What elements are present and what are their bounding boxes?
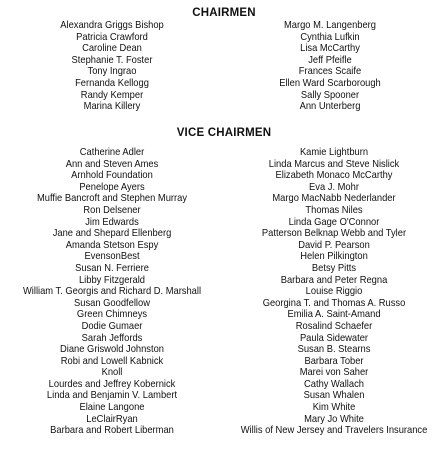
vice-chairman-name: Patterson Belknap Webb and Tyler [261, 228, 407, 240]
vice-chairman-name: Susan B. Stearns [297, 344, 371, 356]
vice-chairman-name: Lourdes and Jeffrey Kobernick [48, 378, 176, 390]
vice-chairman-name: Susan Goodfellow [74, 297, 150, 309]
vice-chairman-name: Emilia A. Saint-Amand [287, 309, 381, 321]
vice-chairman-name: Thomas Niles [305, 204, 363, 216]
vice-chairmen-left-column [2, 147, 222, 437]
vice-chairman-name: Louise Riggio [305, 286, 363, 298]
vice-chairman-name: Muffie Bancroft and Stephen Murray [36, 193, 188, 205]
vice-chairman-name: Jim Edwards [85, 216, 139, 228]
vice-chairman-name: Dodie Gumaer [81, 320, 143, 332]
vice-chairman-name: Libby Fitzgerald [78, 274, 146, 286]
chairman-name: Alexandra Griggs Bishop [60, 20, 164, 31]
vice-chairman-name: Knoll [101, 367, 123, 379]
vice-chairman-name: Betsy Pitts [311, 262, 357, 274]
vice-chairman-name: Margo MacNabb Nederlander [272, 193, 396, 205]
vice-chairman-name: Barbara and Peter Regna [280, 274, 388, 286]
vice-chairman-name: Kim White [312, 402, 356, 414]
vice-chairman-name: Georgina T. and Thomas A. Russo [262, 297, 406, 309]
vice-chairman-name: Cathy Wallach [304, 378, 364, 390]
vice-chairman-name: Susan Whalen [303, 390, 365, 402]
vice-chairman-name: Barbara and Robert Liberman [50, 425, 174, 437]
vice-chairman-name: Sarah Jeffords [81, 332, 143, 344]
chairman-name: Ann Unterberg [299, 101, 361, 113]
vice-chairman-name: Diane Griswold Johnston [60, 344, 164, 356]
vice-chairman-name: Eva J. Mohr [309, 181, 359, 193]
chairman-name: Caroline Dean [82, 43, 142, 55]
vice-chairman-name: Catherine Adler [79, 147, 145, 158]
vice-chairman-name: Ann and Steven Ames [65, 158, 159, 170]
chairmen-left-column [2, 20, 222, 113]
vice-chairman-name: Susan N. Ferriere [75, 262, 149, 274]
vice-chairmen-heading: VICE CHAIRMEN [176, 127, 272, 139]
chairman-name: Lisa McCarthy [300, 43, 360, 55]
chairman-name: Tony Ingrao [87, 66, 137, 78]
vice-chairman-name: LeClairRyan [86, 413, 138, 425]
vice-chairman-name: Linda Gage O'Connor [288, 216, 380, 228]
vice-chairman-name: Kamie Lightburn [299, 147, 369, 158]
chairman-name: Randy Kemper [80, 89, 144, 101]
vice-chairman-name: William T. Georgis and Richard D. Marshall [22, 286, 202, 298]
chairmen-right-column [222, 20, 438, 113]
chairman-name: Jeff Pfeifle [308, 54, 352, 66]
vice-chairman-name: Barbara Tober [304, 355, 364, 367]
chairman-name: Frances Scaife [298, 66, 362, 78]
chairman-name: Margo M. Langenberg [283, 20, 377, 31]
vice-chairman-name: Willis of New Jersey and Travelers Insurance [240, 425, 428, 437]
vice-chairman-name: David P. Pearson [298, 239, 370, 251]
chairman-name: Cynthia Lufkin [300, 31, 360, 43]
vice-chairman-name: Arnhold Foundation [71, 170, 153, 182]
vice-chairmen-right-column [222, 147, 446, 437]
vice-chairman-name: Helen Pilkington [300, 251, 368, 263]
chairman-name: Ellen Ward Scarborough [279, 77, 381, 89]
vice-chairman-name: Amanda Stetson Espy [65, 239, 159, 251]
vice-chairman-name: Green Chimneys [76, 309, 148, 321]
vice-chairman-name: Mary Jo White [304, 413, 364, 425]
chairman-name: Patricia Crawford [76, 31, 148, 43]
vice-chairman-name: Penelope Ayers [79, 181, 145, 193]
vice-chairman-name: Linda Marcus and Steve Nislick [268, 158, 400, 170]
vice-chairman-name: Paula Sidewater [299, 332, 369, 344]
chairmen-heading: CHAIRMEN [192, 7, 256, 19]
vice-chairman-name: Linda and Benjamin V. Lambert [46, 390, 178, 402]
vice-chairman-name: Robi and Lowell Kabnick [60, 355, 164, 367]
vice-chairman-name: Rosalind Schaefer [295, 320, 373, 332]
vice-chairman-name: Elizabeth Monaco McCarthy [275, 170, 393, 182]
vice-chairman-name: Marei von Saher [299, 367, 369, 379]
vice-chairman-name: Elaine Langone [79, 402, 145, 414]
chairman-name: Fernanda Kellogg [75, 77, 149, 89]
vice-chairman-name: EvensonBest [84, 251, 140, 263]
chairman-name: Stephanie T. Foster [71, 54, 153, 66]
vice-chairman-name: Jane and Shepard Ellenberg [52, 228, 172, 240]
chairman-name: Sally Spooner [300, 89, 360, 101]
chairman-name: Marina Killery [83, 101, 141, 113]
vice-chairman-name: Ron Delsener [83, 204, 141, 216]
